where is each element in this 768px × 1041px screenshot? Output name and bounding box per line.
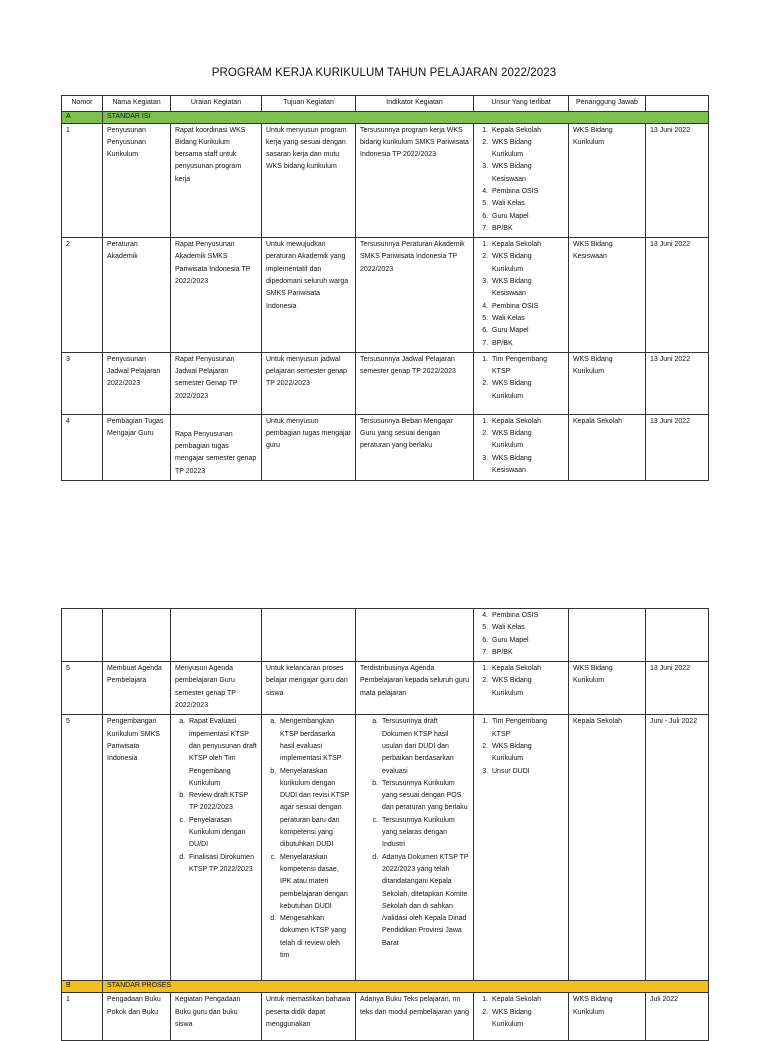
table-row: [62, 123, 709, 238]
cell-tujuan: Untuk menyusun pembagian tugas mengajar guru: [262, 414, 356, 480]
list-item: 4. Pembina OSIS: [490, 186, 564, 198]
list-item: d. Mengesahkan dokumen KTSP yang telah di review oleh tim: [278, 913, 351, 962]
indikator-list: [360, 716, 469, 950]
cell-nama-kegiatan: Peraturan Akademik: [103, 238, 171, 353]
list-item: 1. Kepala Sekolah: [490, 416, 564, 428]
section-label: STANDAR PROSES: [103, 981, 709, 993]
list-item: 1. Kepala Sekolah: [490, 994, 564, 1006]
cell-waktu: 13 Juni 2022: [646, 414, 709, 480]
table-row: [62, 662, 709, 715]
cell-tujuan: Untuk menyusun jadwal pelajaran semester genap TP 2022/2023: [262, 352, 356, 414]
program-table-part-1: [61, 95, 709, 481]
cell-nama-kegiatan: Pembagian Tugas Mengajar Guru: [103, 414, 171, 480]
page-title: PROGRAM KERJA KURIKULUM TAHUN PELAJARAN 2022/2023: [211, 67, 557, 79]
cell-tujuan: Untuk menyusun program kerja yang sesuai dengan sasaran kerja dan mutu WKS bidang kurikulum: [262, 123, 356, 238]
cell-nama-kegiatan: Pengembangan Kurikulum SMKS Pariwisata Indonesia: [103, 715, 171, 981]
list-item: 2. WKS Bidang Kurikulum: [490, 1007, 564, 1032]
cell-nama-kegiatan: Membuat Agenda Pembelajara: [103, 662, 171, 715]
list-item: 1. Tim Pengembang KTSP: [490, 716, 564, 741]
cell-uraian: Kegiatan Pengadaan Buku guru dan buku siswa: [171, 993, 262, 1041]
cell-indikator: Tersusunnya Jadwal Pelajaran semester genap TP 2022/2023: [356, 352, 474, 414]
cell-nomor: 2: [62, 238, 103, 353]
cell-unsur: [474, 352, 569, 414]
cell-tujuan: Untuk mewujudkan peraturan Akademik yang implementatif dan dipedomani seluruh warga SMKS Pariwisata Indonesia: [262, 238, 356, 353]
list-item: a. Mengembangkan KTSP berdasarka hasil evaluasi implementasi KTSP: [278, 716, 351, 765]
cell-indikator: [356, 715, 474, 981]
list-item: d. Finalisasi Dirokumen KTSP TP 2022/2023: [187, 852, 257, 877]
program-table-part-2: [61, 608, 709, 1041]
table-header-row: [62, 96, 709, 112]
unsur-list: [478, 716, 564, 777]
header-unsur-terlibat: Unsur Yang terlibat: [474, 96, 569, 112]
cell-unsur: [474, 414, 569, 480]
cell-waktu: 13 Juni 2022: [646, 662, 709, 715]
list-item: 4. Pembina OSIS: [490, 301, 564, 313]
cell-nomor: 4: [62, 414, 103, 480]
cell-uraian: Rapat Penyusunan Jadwal Pelajaran semester Genap TP 2022/2023: [171, 352, 262, 414]
cell-nama-kegiatan: Penyusunan Penyusunan Kurikulum: [103, 123, 171, 238]
section-row-standar-proses: [62, 981, 709, 993]
uraian-list: [175, 716, 257, 876]
cell-uraian: Rapa Penyusunan pembagian tugas mengajar semester genap TP 20223: [171, 414, 262, 480]
unsur-list: [478, 125, 564, 236]
table-row: [62, 352, 709, 414]
cell-penanggung-jawab: Kepala Sekolah: [569, 414, 646, 480]
cell-tujuan: Untuk memastikan bahawa peserta didik dapat menggunakan: [262, 993, 356, 1041]
cell-indikator: Terdistribusinya Agenda Pembelajaran kepada seluruh guru mata pelajaran: [356, 662, 474, 715]
list-item: 3. WKS Bidang Kesiswaan: [490, 276, 564, 301]
unsur-list: [478, 663, 564, 700]
section-row-standar-isi: [62, 111, 709, 123]
list-item: 3. WKS Bidang Kesiswaan: [490, 453, 564, 478]
list-item: a. Tersusunnya draft Dokumen KTSP hasil usulan dari DUDI dan perbaikan berdasarkan evaluasi: [380, 716, 469, 777]
cell-uraian: [171, 715, 262, 981]
list-item: c. Menyelaraskan kompetensi dasae, IPK atau materi pembelajaran dengan kebutuhan DUDI: [278, 852, 351, 913]
cell-waktu: 13 Juni 2022: [646, 123, 709, 238]
cell-nomor: 1: [62, 123, 103, 238]
list-item: 7. BP/BK: [490, 338, 564, 350]
list-item: b. Tersusunnya Kurikulum yang sesuai dengan POS dan peraturan yang berlaku: [380, 778, 469, 815]
table-row-continuation: [62, 609, 709, 662]
list-item: 1. Kepala Sekolah: [490, 125, 564, 137]
cell-nomor: 5: [62, 662, 103, 715]
cell-unsur: [474, 715, 569, 981]
table-row: [62, 993, 709, 1041]
cell-penanggung-jawab: WKS Bidang Kesiswaan: [569, 238, 646, 353]
cell-indikator: Adanya Buku Teks pelajaran, nn teks dan modul pembelajaran yang: [356, 993, 474, 1041]
header-uraian-kegiatan: Uraian Kegiatan: [171, 96, 262, 112]
tujuan-list: [266, 716, 351, 962]
header-penanggung-jawab: Penanggung Jawab: [569, 96, 646, 112]
table-row: [62, 414, 709, 480]
list-item: 5. Wali Kelas: [490, 313, 564, 325]
unsur-list: [478, 239, 564, 350]
section-code: B: [62, 981, 103, 993]
cell-penanggung-jawab: WKS Bidang Kurikulum: [569, 993, 646, 1041]
cell-penanggung-jawab: WKS Bidang Kurikulum: [569, 123, 646, 238]
unsur-list: [478, 416, 564, 477]
cell-tujuan: Untuk kelancaran proses belajar mengajar guru dan siswa: [262, 662, 356, 715]
list-item: b. Menyelaraskan kurikulum dengan DUDI dan revisi KTSP agar sesuai dengan peraturan baru dan kompetensi yang dibutuhkan DUDI: [278, 766, 351, 852]
list-item: 7. BP/BK: [490, 647, 564, 659]
cell-unsur: [474, 123, 569, 238]
cell-tujuan: [262, 715, 356, 981]
list-item: 2. WKS Bidang Kurikulum: [490, 251, 564, 276]
list-item: 4. Pembina OSIS: [490, 610, 564, 622]
cell-nomor: 3: [62, 352, 103, 414]
cell-uraian: Rapat Penyusunan Akademik SMKS Pariwisata Indonesia TP 2022/2023: [171, 238, 262, 353]
cell-waktu: 13 Juni 2022: [646, 238, 709, 353]
cell-unsur: [474, 662, 569, 715]
unsur-list: [478, 994, 564, 1031]
cell-unsur: [474, 993, 569, 1041]
cell-nomor: 5: [62, 715, 103, 981]
section-code: A: [62, 111, 103, 123]
cell-nama-kegiatan: Penyusunan Jadwal Pelajaran 2022/2023: [103, 352, 171, 414]
header-nama-kegiatan: Nama Kegiatan: [103, 96, 171, 112]
cell-uraian: Rapat koordinasi WKS Bidang Kurikulum bersama staff untuk penyusunan program kerja: [171, 123, 262, 238]
list-item: 2. WKS Bidang Kurikulum: [490, 675, 564, 700]
header-nomor: Nomor: [62, 96, 103, 112]
list-item: 2. WKS Bidang Kurikulum: [490, 428, 564, 453]
list-item: 5. Wali Kelas: [490, 622, 564, 634]
list-item: d. Adanya Dokumen KTSP TP 2022/2023 yang telah ditandatangani Kepala Sekolah, ditetapkan Komite Sekolah dan di sahkan /validasi oleh Kepala Dinad Pendidikan Provinsi Jawa Barat: [380, 852, 469, 950]
section-label: STANDAR ISI: [103, 111, 709, 123]
list-item: 2. WKS Bidang Kurikulum: [490, 378, 564, 403]
list-item: 5. Wali Kelas: [490, 198, 564, 210]
header-tujuan-kegiatan: Tujuan Kegiatan: [262, 96, 356, 112]
list-item: 2. WKS Bidang Kurikulum: [490, 137, 564, 162]
cell-penanggung-jawab: WKS Bidang Kurikulum: [569, 662, 646, 715]
list-item: 1. Tim Pengembang KTSP: [490, 354, 564, 379]
cell-penanggung-jawab: WKS Bidang Kurikulum: [569, 352, 646, 414]
cell-unsur: [474, 609, 569, 662]
list-item: c. Penyelarasan Kurikulum dengan DU/DI: [187, 815, 257, 852]
cell-waktu: Juni - Juli 2022: [646, 715, 709, 981]
unsur-list: [478, 354, 564, 403]
list-item: 2. WKS Bidang Kurikulum: [490, 741, 564, 766]
header-waktu: [646, 96, 709, 112]
cell-unsur: [474, 238, 569, 353]
list-item: 1. Kepala Sekolah: [490, 663, 564, 675]
cell-nomor: 1: [62, 993, 103, 1041]
unsur-list: [478, 610, 564, 659]
list-item: a. Rapat Evaluasi impementasi KTSP dan penyusunan draft KTSP oleh Tim Pengembang Kurikulum: [187, 716, 257, 790]
list-item: 1. Kepala Sekolah: [490, 239, 564, 251]
cell-indikator: Tersusunnya Peraturan Akademik SMKS Pariwisata Indonesia TP 2022/2023: [356, 238, 474, 353]
cell-penanggung-jawab: Kepala Sekolah: [569, 715, 646, 981]
header-indikator-kegiatan: Indikator Kegiatan: [356, 96, 474, 112]
cell-waktu: Juli 2022: [646, 993, 709, 1041]
list-item: 6. Guru Mapel: [490, 211, 564, 223]
table-row: [62, 238, 709, 353]
list-item: 7. BP/BK: [490, 223, 564, 235]
cell-nama-kegiatan: Pengadaan Buku Pokok dan Buku: [103, 993, 171, 1041]
list-item: 3. WKS Bidang Kesiswaan: [490, 161, 564, 186]
table-row: [62, 715, 709, 981]
list-item: 6. Guru Mapel: [490, 635, 564, 647]
list-item: b. Review draft KTSP TP 2022/2023: [187, 790, 257, 815]
cell-indikator: Tersusunnya Beban Mengajar Guru yang sesuai dengan peraturan yang berlaku: [356, 414, 474, 480]
cell-uraian: Menyusun Agenda pembelajaran Guru semester genap TP 2022/2023: [171, 662, 262, 715]
list-item: 3. Unsur DUDI: [490, 766, 564, 778]
cell-waktu: 13 Juni 2022: [646, 352, 709, 414]
cell-indikator: Tersusunnya program kerja WKS bidang kurikulum SMKS Pariwisata Indonesia TP 2022/2023: [356, 123, 474, 238]
list-item: c. Tersusunnya Kurikulum yang selaras dengan Industri: [380, 815, 469, 852]
list-item: 6. Guru Mapel: [490, 325, 564, 337]
